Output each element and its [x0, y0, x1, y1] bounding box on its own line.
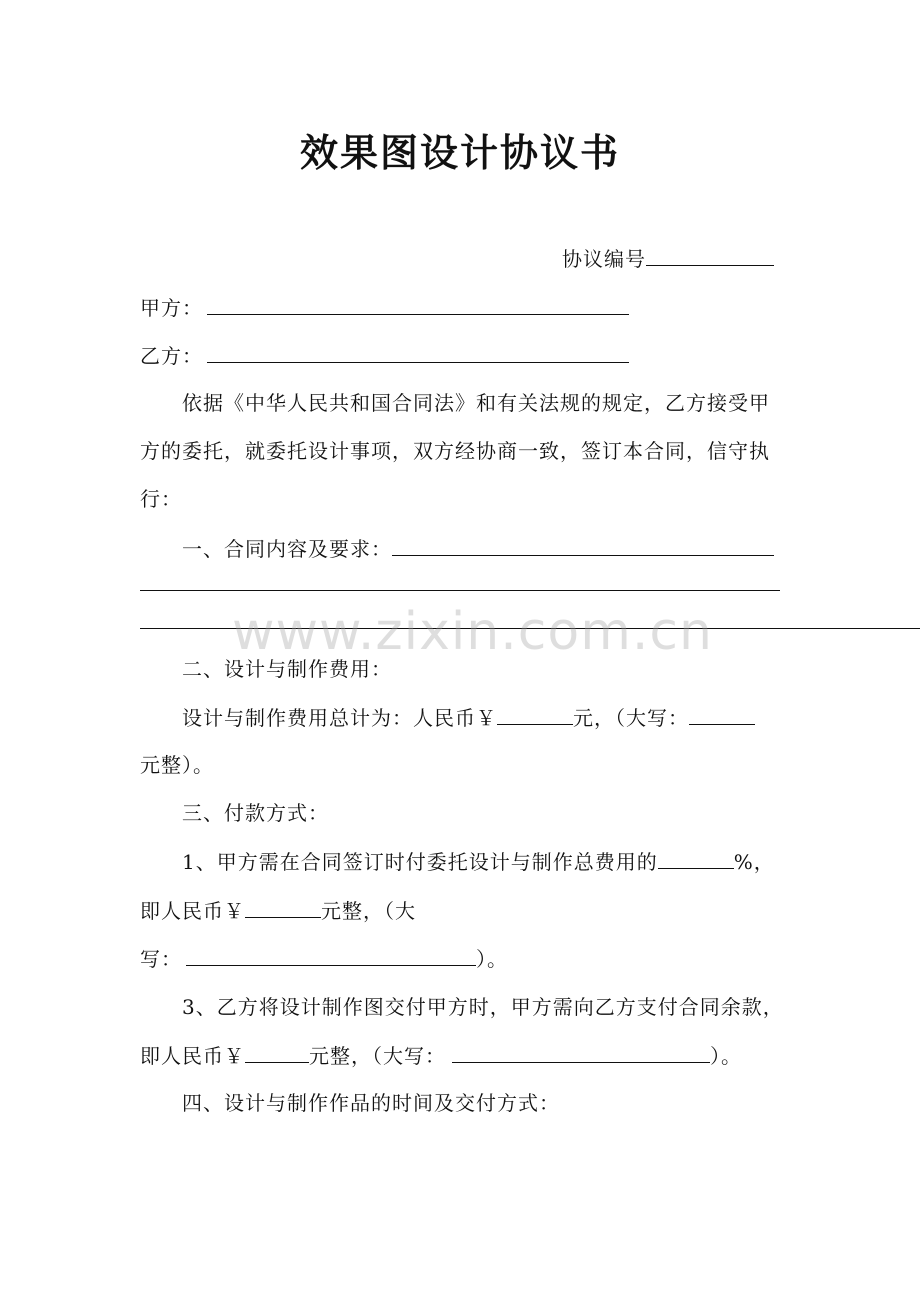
fee-words-blank[interactable]: [689, 702, 755, 725]
fee-text-c: 元整）。: [140, 753, 214, 777]
fee-text-a: 设计与制作费用总计为：人民币￥: [182, 706, 497, 730]
section-4-label: 四、设计与制作作品的时间及交付方式：: [182, 1091, 560, 1115]
party-a-label: 甲方：: [140, 296, 203, 320]
fee-row: [182, 702, 755, 733]
section-1-label: 一、合同内容及要求：: [182, 537, 392, 561]
party-b-row: [140, 340, 629, 371]
section-2-label: 二、设计与制作费用：: [182, 657, 392, 681]
payment-1-text-d: 元整，（大: [321, 899, 416, 923]
payment-1-words-blank[interactable]: [186, 943, 476, 966]
agreement-number-row: [562, 243, 774, 274]
payment-1-row: [182, 846, 775, 877]
party-b-label: 乙方：: [140, 344, 203, 368]
section-1-row: [182, 533, 774, 564]
agreement-number-blank[interactable]: [646, 243, 774, 266]
party-b-blank[interactable]: [207, 340, 629, 363]
payment-3-text-d: ）。: [710, 1044, 742, 1068]
fee-amount-blank[interactable]: [497, 702, 573, 725]
fee-text-b: 元，（大写：: [573, 706, 689, 730]
payment-1-text-b: %，: [733, 850, 775, 874]
payment-3-amount-blank[interactable]: [245, 1040, 309, 1063]
payment-1-text-f: ）。: [476, 947, 508, 971]
payment-3-text-b: 即人民币￥: [140, 1044, 245, 1068]
payment-3-row-2: [140, 1040, 742, 1071]
payment-1-row-3: [140, 943, 508, 974]
payment-3-text-c: 元整，（大写：: [309, 1044, 446, 1068]
section-1-blank-line-2[interactable]: [140, 590, 780, 591]
section-3-label: 三、付款方式：: [182, 801, 329, 825]
payment-1-text-c: 即人民币￥: [140, 899, 245, 923]
payment-3-text-a: 3、乙方将设计制作图交付甲方时，甲方需向乙方支付合同余款，: [182, 995, 784, 1019]
watermark: www.zixin.com.cn: [232, 602, 713, 662]
payment-1-amount-blank[interactable]: [245, 895, 321, 918]
payment-1-row-2: [140, 895, 416, 926]
party-a-blank[interactable]: [207, 292, 629, 315]
payment-3-words-blank[interactable]: [452, 1040, 710, 1063]
intro-line-3: 行：: [140, 487, 182, 511]
intro-line-1: 依据《中华人民共和国合同法》和有关法规的规定，乙方接受甲: [182, 391, 770, 415]
payment-1-text-a: 1、甲方需在合同签订时付委托设计与制作总费用的: [182, 850, 658, 874]
agreement-number-label: 协议编号: [562, 247, 646, 271]
section-1-blank[interactable]: [392, 533, 774, 556]
payment-1-text-e: 写：: [140, 947, 182, 971]
document-title: 效果图设计协议书: [299, 131, 620, 175]
intro-line-2: 方的委托，就委托设计事项，双方经协商一致，签订本合同，信守执: [140, 439, 770, 463]
party-a-row: [140, 292, 629, 323]
payment-1-percent-blank[interactable]: [658, 846, 734, 869]
